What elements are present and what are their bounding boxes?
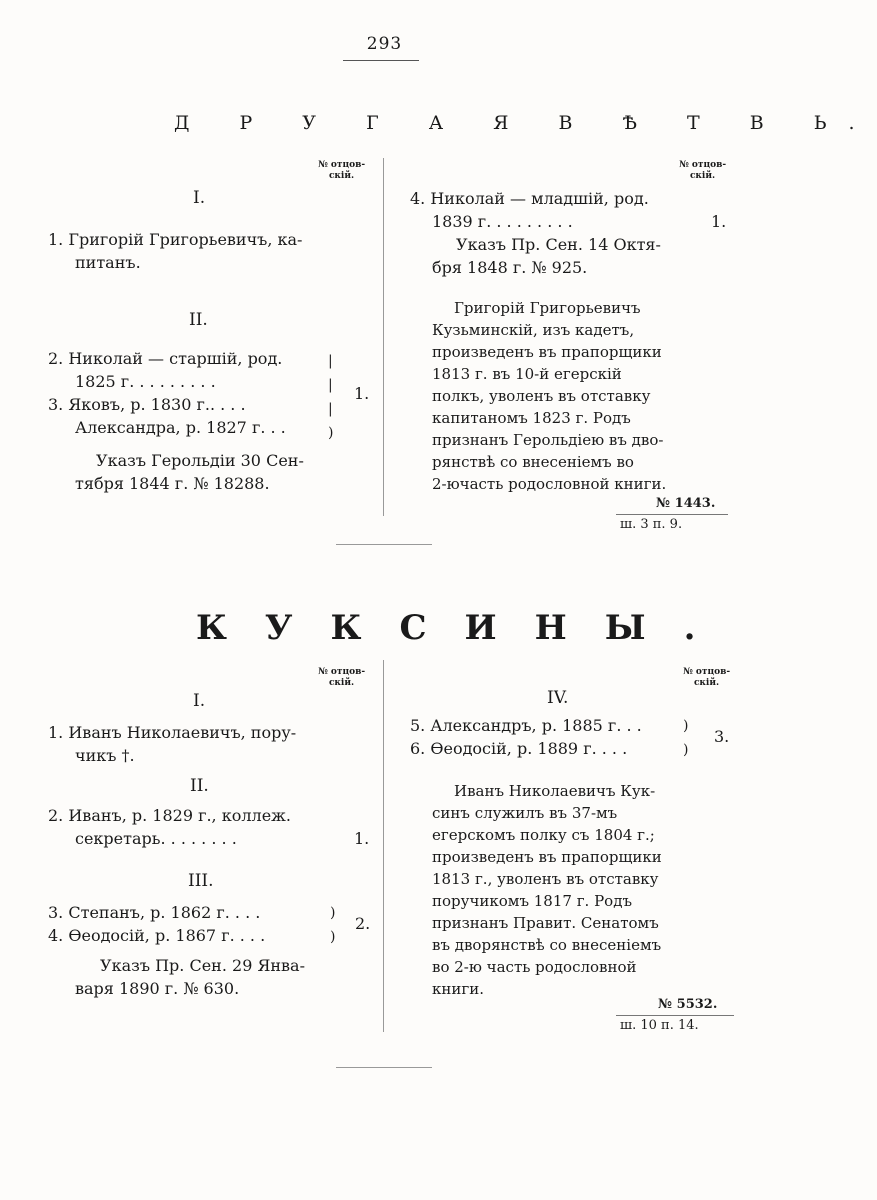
ukaz-line: тября 1844 г. № 18288.: [75, 474, 270, 493]
entry-line: секретарь. . . . . . . .: [75, 829, 237, 848]
generation-roman: IV.: [547, 688, 569, 708]
brace: ) ): [683, 718, 689, 758]
bio-line: полкъ, уволенъ въ отставку: [432, 387, 651, 405]
bio-line: 2-ючасть родословной книги.: [432, 475, 667, 493]
generation-roman: III.: [188, 871, 214, 891]
entry-line: 2. Иванъ, р. 1829 г., коллеж.: [48, 806, 291, 825]
entry-line: 6. Ѳеодосій, р. 1889 г. . . .: [410, 739, 628, 758]
record-number: № 5532.: [658, 997, 718, 1012]
record-rule: [616, 1015, 734, 1016]
column-divider: [383, 660, 384, 1032]
entry-line: Александра, р. 1827 г. . .: [75, 418, 286, 437]
bio-line: признанъ Правит. Сенатомъ: [432, 914, 659, 932]
father-number: 3.: [714, 727, 730, 746]
ukaz-line: бря 1848 г. № 925.: [432, 258, 588, 277]
entry-line: чикъ †.: [75, 746, 135, 765]
col-header-right: № отцов- скій.: [683, 667, 731, 688]
section-title-other-branch: Д Р У Г А Я В Ѣ Т В Ь.: [174, 112, 877, 134]
bio-line: егерскомъ полку съ 1804 г.;: [432, 826, 655, 844]
father-number: 1.: [711, 212, 727, 231]
ukaz-line: Указъ Пр. Сен. 14 Октя-: [456, 235, 661, 254]
entry-line: 3. Степанъ, р. 1862 г. . . .: [48, 903, 261, 922]
shelf-reference: ш. 10 п. 14.: [620, 1018, 699, 1033]
bio-line: произведенъ въ прапорщики: [432, 848, 662, 866]
ukaz-line: Указъ Герольдіи 30 Сен-: [96, 451, 304, 470]
entry-line: 4. Ѳеодосій, р. 1867 г. . . .: [48, 926, 266, 945]
generation-roman: II.: [189, 310, 208, 330]
bio-line: Григорій Григорьевичъ: [454, 299, 641, 317]
shelf-reference: ш. 3 п. 9.: [620, 517, 683, 532]
bio-line: 1813 г., уволенъ въ отставку: [432, 870, 659, 888]
col-header-right: № отцов- скій.: [679, 160, 727, 181]
section-title-kuksiny: КУКСИНЫ.: [196, 608, 734, 648]
generation-roman: I.: [193, 188, 206, 208]
column-divider: [383, 158, 384, 516]
bio-line: рянствѣ со внесеніемъ во: [432, 453, 634, 471]
bio-line: синъ служилъ въ 37-мъ: [432, 804, 618, 822]
father-number: 2.: [355, 914, 371, 933]
col-header-left: № отцов- скій.: [318, 667, 366, 688]
entry-line: 1825 г. . . . . . . . .: [75, 372, 216, 391]
bio-line: во 2-ю часть родословной: [432, 958, 637, 976]
bio-line: 1813 г. въ 10-й егерскій: [432, 365, 622, 383]
entry-line: 4. Николай — младшій, род.: [410, 189, 649, 208]
entry-line: 3. Яковъ, р. 1830 г.. . . .: [48, 395, 246, 414]
bio-line: капитаномъ 1823 г. Родъ: [432, 409, 631, 427]
generation-roman: II.: [190, 776, 209, 796]
section-separator: [336, 544, 432, 545]
entry-line: 1. Григорій Григорьевичъ, ка-: [48, 230, 303, 249]
record-rule: [616, 514, 728, 515]
entry-line: 5. Александръ, р. 1885 г. . .: [410, 716, 642, 735]
ukaz-line: варя 1890 г. № 630.: [75, 979, 240, 998]
bio-line: поручикомъ 1817 г. Родъ: [432, 892, 632, 910]
father-number: 1.: [354, 829, 370, 848]
ukaz-line: Указъ Пр. Сен. 29 Янва-: [100, 956, 305, 975]
record-number: № 1443.: [656, 496, 716, 511]
entry-line: 1. Иванъ Николаевичъ, пору-: [48, 723, 297, 742]
bio-line: признанъ Герольдіею въ дво-: [432, 431, 664, 449]
biography: [432, 780, 724, 1000]
col-header-left: № отцов- скій.: [318, 160, 366, 181]
bio-line: Кузьминскій, изъ кадетъ,: [432, 321, 635, 339]
father-number: 1.: [354, 384, 370, 403]
brace: ) ): [330, 905, 336, 945]
generation-roman: I.: [193, 691, 206, 711]
page-number: 293: [366, 34, 403, 54]
entry-line: питанъ.: [75, 253, 141, 272]
entry-line: 1839 г. . . . . . . . .: [432, 212, 573, 231]
page-number-rule: [343, 60, 419, 61]
bio-line: въ дворянствѣ со внесеніемъ: [432, 936, 662, 954]
entry-line: 2. Николай — старшій, род.: [48, 349, 283, 368]
bio-line: Иванъ Николаевичъ Кук-: [454, 782, 656, 800]
bio-line: произведенъ въ прапорщики: [432, 343, 662, 361]
biography: [432, 297, 724, 495]
brace: | | | ): [328, 353, 334, 441]
section-separator: [336, 1067, 432, 1068]
bio-line: книги.: [432, 980, 484, 998]
